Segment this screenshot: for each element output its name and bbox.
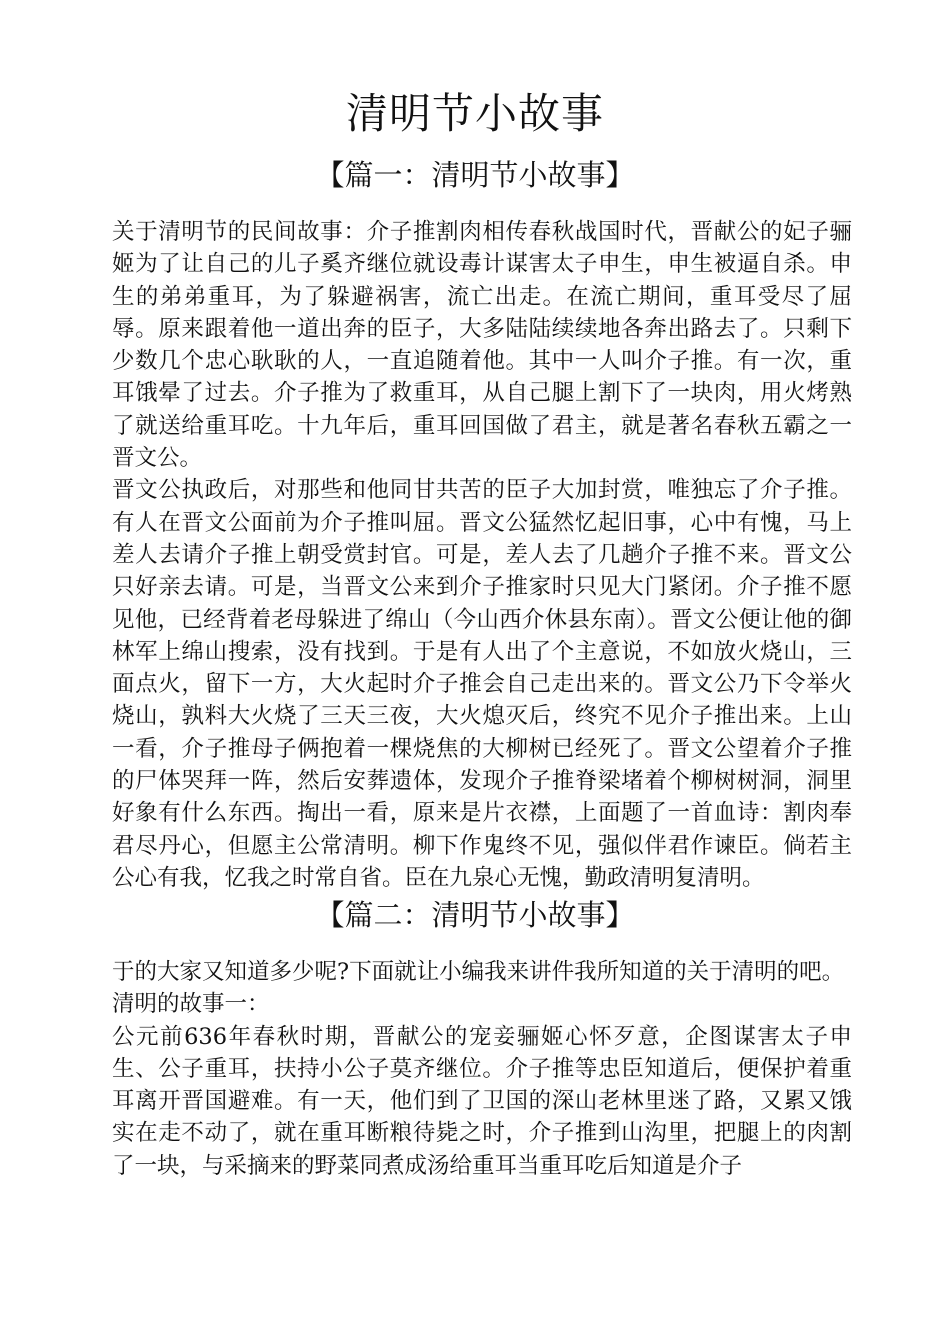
section-1-body [112,216,852,894]
paragraph: 于的大家又知道多少呢?下面就让小编我来讲件我所知道的关于清明的吧。 [112,959,845,985]
paragraph: 清明的故事一： [112,991,270,1018]
paragraph: 晋文公执政后，对那些和他同甘共苦的臣子大加封赏，唯独忘了介子推。有人在晋文公面前为介子推叫屈。晋文公猛然忆起旧事，心中有愧，马上差人去请介子推上朝受赏封官。可是，差人去了几趟介子推不来。晋文公只好亲去请。可是，当晋文公来到介子推家时只见大门紧闭。介子推不愿见他，已经背着老母躲进了绵山（今山西介休县东南）。晋文公便让他的御林军上绵山搜索，没有找到。于是有人出了个主意说，不如放火烧山，三面点火，留下一方，大火起时介子推会自己走出来的。晋文公乃下令举火烧山，孰料大火烧了三天三夜，大火熄灭后，终究不见介子推出来。上山一看，介子推母子俩抱着一棵烧焦的大柳树已经死了。晋文公望着介子推的尸体哭拜一阵，然后安葬遗体，发现介子推脊梁堵着个柳树树洞，洞里好象有什么东西。掏出一看，原来是片衣襟，上面题了一首血诗：割肉奉君尽丹心，但愿主公常清明。柳下作鬼终不见，强似伴君作谏臣。倘若主公心有我，忆我之时常自省。臣在九泉心无愧，勤政清明复清明。 [112,477,852,891]
section-heading-1: 【篇一：清明节小故事】 [315,158,635,192]
paragraph: 关于清明节的民间故事：介子推割肉相传春秋战国时代，晋献公的妃子骊姬为了让自己的儿子奚齐继位就设毒计谋害太子申生，申生被逼自杀。申生的弟弟重耳，为了躲避祸害，流亡出走。在流亡期间，重耳受尽了屈辱。原来跟着他一道出奔的臣子，大多陆陆续续地各奔出路去了。只剩下少数几个忠心耿耿的人，一直追随着他。其中一人叫介子推。有一次，重耳饿晕了过去。介子推为了救重耳，从自己腿上割下了一块肉，用火烤熟了就送给重耳吃。十九年后，重耳回国做了君主，就是著名春秋五霸之一晋文公。 [112,219,852,472]
paragraph: 公元前636年春秋时期，晋献公的宠妾骊姬心怀歹意，企图谋害太子申生、公子重耳，扶持小公子莫齐继位。介子推等忠臣知道后，便保护着重耳离开晋国避难。有一天，他们到了卫国的深山老林里迷了路，又累又饿实在走不动了，就在重耳断粮待毙之时，介子推到山沟里，把腿上的肉割了一块，与采摘来的野菜同煮成汤给重耳当重耳吃后知道是介子 [112,1023,852,1179]
section-2-body [112,956,852,1182]
document-title: 清明节小故事 [345,89,604,138]
section-heading-2: 【篇二：清明节小故事】 [315,898,635,932]
